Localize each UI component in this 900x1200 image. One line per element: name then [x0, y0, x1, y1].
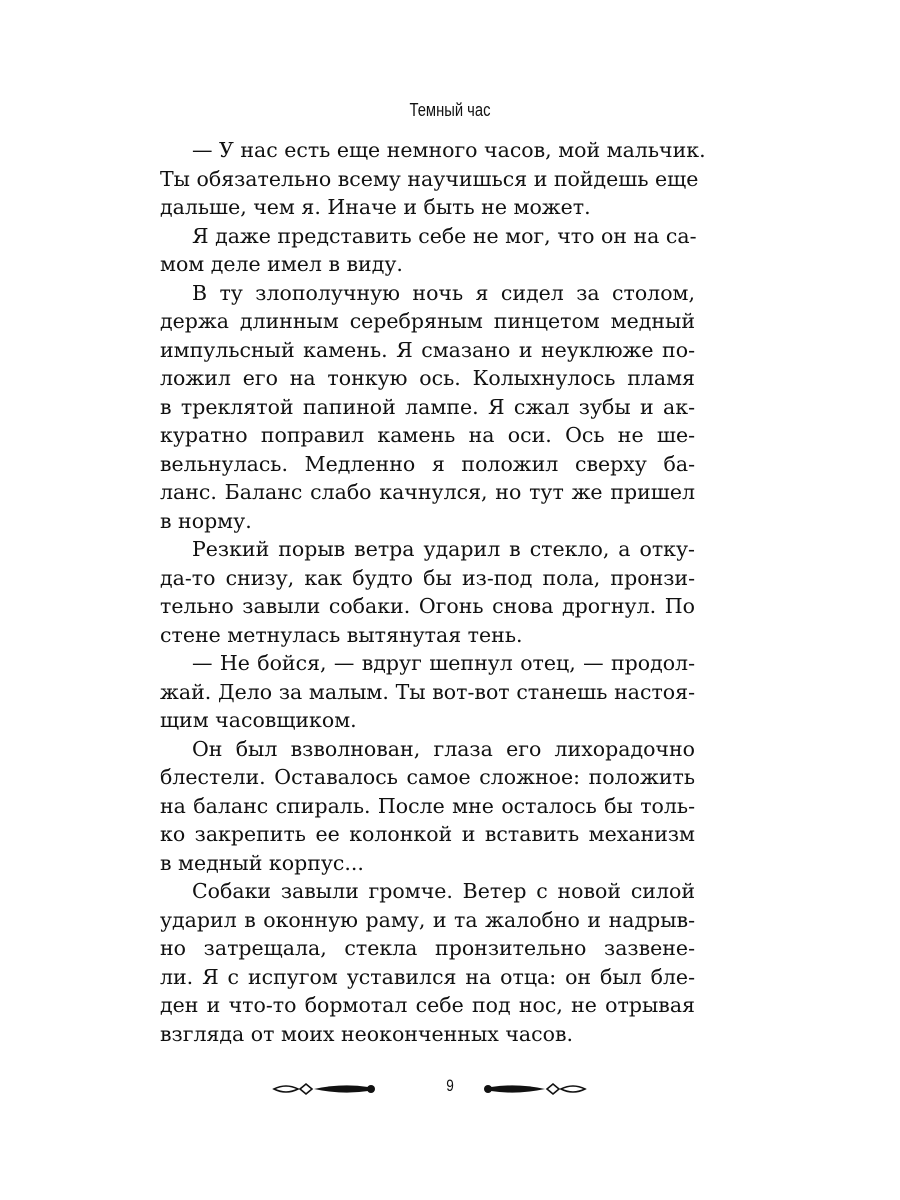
- text-line: но затрещала, стекла пронзительно зазвене-: [160, 936, 695, 960]
- text-line: да-то снизу, как будто бы из-под пола, пронзи-: [160, 565, 695, 590]
- text-line: в треклятой папиной лампе. Я сжал зубы и ак-: [160, 394, 695, 419]
- paragraph: [160, 279, 695, 536]
- text-line: дальше, чем я. Иначе и быть не может.: [160, 195, 591, 219]
- text-line: Он был взволнован, глаза его лихорадочно: [192, 736, 695, 761]
- decorative-flourish-icon: [482, 1078, 587, 1100]
- paragraph: [160, 649, 695, 735]
- text-line: ложил его на тонкую ось. Колыхнулось пламя: [160, 366, 695, 390]
- paragraph: [160, 222, 695, 279]
- text-line: стене метнулась вытянутая тень.: [160, 622, 523, 647]
- text-line: — Не бойся, — вдруг шепнул отец, — продол-: [192, 651, 695, 675]
- paragraph: [160, 535, 695, 649]
- text-line: Резкий порыв ветра ударил в стекло, а отку-: [192, 537, 695, 561]
- text-line: на баланс спираль. После мне осталось бы толь-: [160, 793, 695, 818]
- text-line: ланс. Баланс слабо качнулся, но тут же пришел: [160, 480, 695, 504]
- text-line: Я даже представить себе не мог, что он на са-: [192, 223, 697, 248]
- text-line: ли. Я с испугом уставился на отца: он был бле-: [160, 964, 695, 989]
- text-line: держа длинным серебряным пинцетом медный: [160, 309, 695, 333]
- text-line: куратно поправил камень на оси. Ось не ше-: [160, 423, 695, 447]
- paragraph: [160, 877, 695, 1048]
- text-line: вельнулась. Медленно я положил сверху ба-: [160, 451, 695, 476]
- text-line: тельно завыли собаки. Огонь снова дрогнул. По: [160, 594, 695, 618]
- text-line: Ты обязательно всему научишься и пойдешь еще: [160, 166, 699, 191]
- text-line: — У нас есть еще немного часов, мой мальчик.: [192, 138, 706, 162]
- text-line: ден и что-то бормотал себе под нос, не отрывая: [160, 993, 695, 1017]
- page-number: 9: [446, 1076, 454, 1095]
- text-line: ударил в оконную раму, и та жалобно и надрыв-: [160, 907, 695, 932]
- text-line: В ту злополучную ночь я сидел за столом,: [192, 280, 695, 305]
- paragraph: [160, 735, 695, 878]
- text-line: щим часовщиком.: [160, 708, 357, 732]
- running-title: Темный час: [409, 100, 491, 120]
- text-line: мом деле имел в виду.: [160, 252, 403, 276]
- text-line: взгляда от моих неоконченных часов.: [160, 1021, 574, 1046]
- page-footer: [0, 1074, 900, 1104]
- text-line: Собаки завыли громче. Ветер с новой силой: [192, 879, 695, 903]
- text-line: блестели. Оставалось самое сложное: положить: [160, 765, 695, 789]
- text-line: в норму.: [160, 508, 252, 533]
- body-text: [160, 136, 706, 1048]
- text-line: жай. Дело за малым. Ты вот-вот станешь настоя-: [160, 679, 695, 704]
- paragraph: [160, 136, 706, 222]
- text-line: в медный корпус...: [160, 850, 364, 875]
- text-line: импульсный камень. Я смазано и неуклюже по-: [160, 337, 695, 362]
- text-line: ко закрепить ее колонкой и вставить механизм: [160, 822, 695, 846]
